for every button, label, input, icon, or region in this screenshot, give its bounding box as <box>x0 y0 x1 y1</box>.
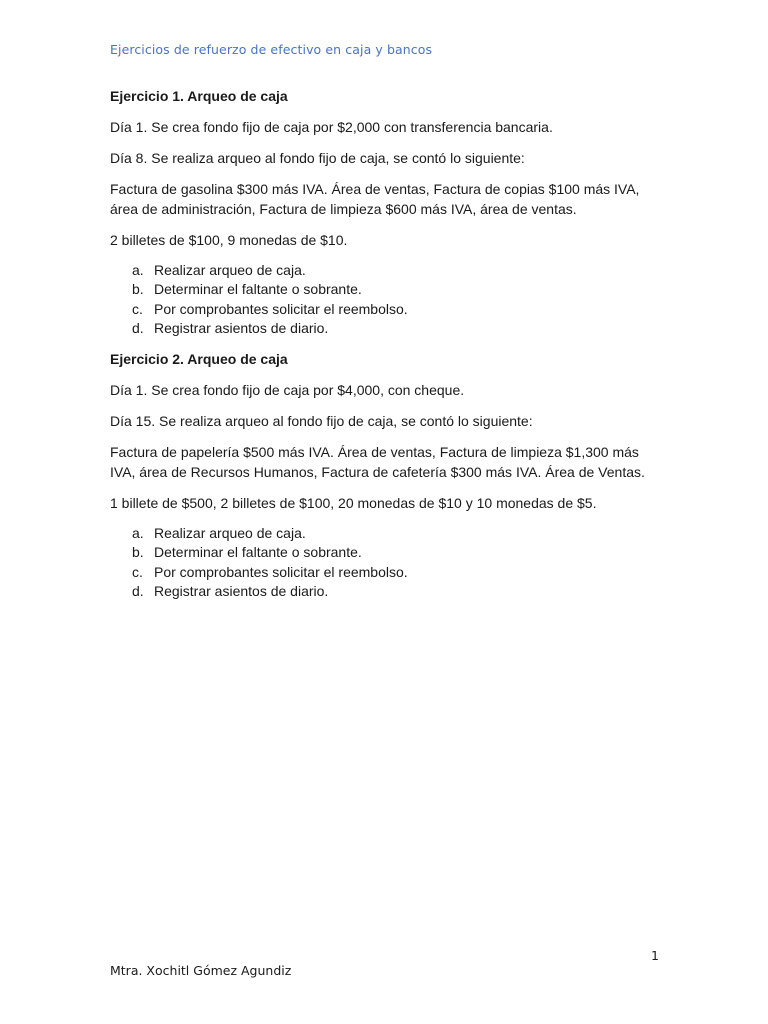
exercise-1-paragraph-1: Día 1. Se crea fondo fijo de caja por $2,000 con transferencia bancaria. <box>110 119 553 135</box>
list-item-text: Por comprobantes solicitar el reembolso. <box>154 563 408 580</box>
list-item-text: Por comprobantes solicitar el reembolso. <box>154 300 408 317</box>
list-item <box>110 319 660 338</box>
document-body <box>110 86 660 612</box>
list-item <box>110 280 660 299</box>
exercise-1-paragraph-2: Día 8. Se realiza arqueo al fondo fijo de caja, se contó lo siguiente: <box>110 150 525 166</box>
exercise-1 <box>110 86 660 338</box>
exercise-2-paragraph-2: Día 15. Se realiza arqueo al fondo fijo de caja, se contó lo siguiente: <box>110 413 533 430</box>
list-item <box>110 524 660 543</box>
exercise-2-heading: Ejercicio 2. Arqueo de caja <box>110 351 288 368</box>
exercise-1-paragraph-4: 2 billetes de $100, 9 monedas de $10. <box>110 232 348 248</box>
list-marker: b. <box>132 281 144 298</box>
list-marker: a. <box>132 262 144 278</box>
exercise-1-heading: Ejercicio 1. Arqueo de caja <box>110 88 288 104</box>
list-item-text: Registrar asientos de diario. <box>154 583 329 600</box>
list-item-text: Realizar arqueo de caja. <box>154 262 306 278</box>
list-item-text: Determinar el faltante o sobrante. <box>154 281 362 298</box>
list-item <box>110 563 660 582</box>
exercise-2-paragraph-4: 1 billete de $500, 2 billetes de $100, 20 monedas de $10 y 10 monedas de $5. <box>110 495 597 512</box>
list-marker: c. <box>132 563 143 580</box>
list-item <box>110 300 660 319</box>
list-item-text: Registrar asientos de diario. <box>154 319 329 336</box>
list-marker: d. <box>132 583 144 600</box>
exercise-2 <box>110 349 660 601</box>
list-marker: a. <box>132 525 144 542</box>
footer-author: Mtra. Xochitl Gómez Agundiz <box>110 963 292 978</box>
list-marker: c. <box>132 300 143 317</box>
list-item <box>110 543 660 562</box>
exercise-2-task-list <box>110 524 660 601</box>
list-marker: b. <box>132 544 144 561</box>
list-marker: d. <box>132 319 144 336</box>
exercise-2-paragraph-1: Día 1. Se crea fondo fijo de caja por $4,000, con cheque. <box>110 382 465 399</box>
exercise-1-task-list <box>110 261 660 338</box>
list-item-text: Realizar arqueo de caja. <box>154 525 306 542</box>
list-item <box>110 582 660 601</box>
list-item <box>110 261 660 280</box>
exercise-2-paragraph-3: Factura de papelería $500 más IVA. Área de ventas, Factura de limpieza $1,300 más IVA, área de Recursos Humanos, Factura de cafetería $300 más IVA. Área de Ventas. <box>110 444 645 481</box>
list-item-text: Determinar el faltante o sobrante. <box>154 544 362 561</box>
exercise-1-paragraph-3: Factura de gasolina $300 más IVA. Área de ventas, Factura de copias $100 más IVA, área de administración, Factura de limpieza $600 más IVA, área de ventas. <box>110 181 640 217</box>
document-header-title: Ejercicios de refuerzo de efectivo en caja y bancos <box>110 42 433 57</box>
page-number: 1 <box>651 948 659 963</box>
